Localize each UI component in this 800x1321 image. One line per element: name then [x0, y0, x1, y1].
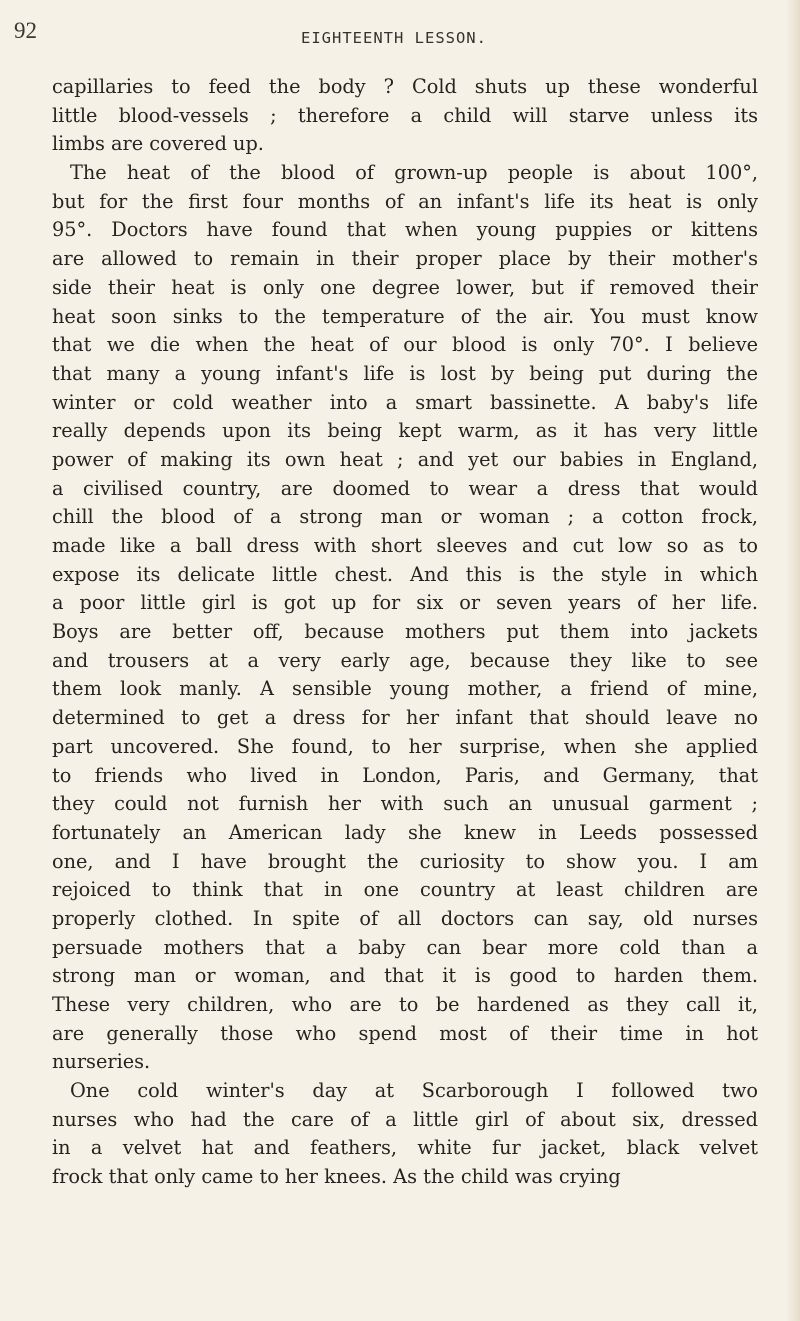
- text-line: are generally those who spend most of their time in hot: [52, 1021, 758, 1045]
- text-line: part uncovered. She found, to her surprise, when she applied: [52, 734, 758, 758]
- text-line: 95°. Doctors have found that when young puppies or kittens: [52, 218, 758, 242]
- page-number: 92: [14, 18, 37, 43]
- text-line: that many a young infant's life is lost by being put during the: [52, 361, 758, 385]
- text-line: and trousers at a very early age, because they like to see: [52, 648, 758, 672]
- text-line: fortunately an American lady she knew in Leeds possessed: [52, 820, 758, 844]
- text-line: are allowed to remain in their proper place by their mother's: [52, 247, 758, 271]
- text-line: nurseries.: [52, 1050, 151, 1074]
- text-line: winter or cold weather into a smart bassinette. A baby's life: [52, 390, 758, 414]
- text-line: persuade mothers that a baby can bear more cold than a: [52, 935, 758, 959]
- text-line: rejoiced to think that in one country at least children are: [52, 878, 758, 902]
- text-line: One cold winter's day at Scarborough I followed two: [70, 1079, 758, 1103]
- text-line: frock that only came to her knees. As the child was crying: [52, 1165, 621, 1189]
- text-line: in a velvet hat and feathers, white fur jacket, black velvet: [52, 1136, 758, 1160]
- text-line: made like a ball dress with short sleeves and cut low so as to: [52, 534, 758, 557]
- body-text: [52, 73, 758, 1192]
- text-line: properly clothed. In spite of all doctors can say, old nurses: [52, 906, 758, 930]
- text-line: a poor little girl is got up for six or seven years of her life.: [52, 591, 758, 615]
- text-line: to friends who lived in London, Paris, and Germany, that: [52, 763, 758, 787]
- text-line: they could not furnish her with such an unusual garment ;: [52, 792, 758, 816]
- text-line: that we die when the heat of our blood is only 70°. I believe: [52, 333, 758, 357]
- text-line: capillaries to feed the body ? Cold shuts up these wonderful: [52, 75, 758, 98]
- text-line: side their heat is only one degree lower, but if removed their: [52, 275, 758, 299]
- text-line: but for the first four months of an infant's life its heat is only: [52, 189, 758, 213]
- text-line: power of making its own heat ; and yet our babies in England,: [52, 447, 758, 471]
- text-line: really depends upon its being kept warm, as it has very little: [52, 419, 758, 443]
- text-line: expose its delicate little chest. And this is the style in which: [52, 562, 758, 586]
- text-line: determined to get a dress for her infant that should leave no: [52, 706, 758, 730]
- text-line: strong man or woman, and that it is good to harden them.: [52, 964, 758, 988]
- text-line: a civilised country, are doomed to wear a dress that would: [52, 476, 758, 500]
- text-line: These very children, who are to be hardened as they call it,: [52, 993, 758, 1016]
- page-header: [14, 18, 774, 58]
- text-line: little blood-vessels ; therefore a child will starve unless its: [52, 103, 758, 127]
- text-line: heat soon sinks to the temperature of the air. You must know: [52, 304, 758, 328]
- text-line: limbs are covered up.: [52, 132, 264, 156]
- text-line: Boys are better off, because mothers put them into jackets: [52, 620, 758, 644]
- text-line: The heat of the blood of grown-up people is about 100°,: [70, 161, 758, 185]
- text-line: them look manly. A sensible young mother, a friend of mine,: [52, 677, 758, 701]
- text-line: chill the blood of a strong man or woman ; a cotton frock,: [52, 505, 758, 529]
- page-edge-shadow: [786, 0, 800, 1321]
- text-line: one, and I have brought the curiosity to show you. I am: [52, 849, 758, 873]
- text-line: nurses who had the care of a little girl of about six, dressed: [52, 1107, 758, 1131]
- running-head: EIGHTEENTH LESSON.: [301, 29, 487, 47]
